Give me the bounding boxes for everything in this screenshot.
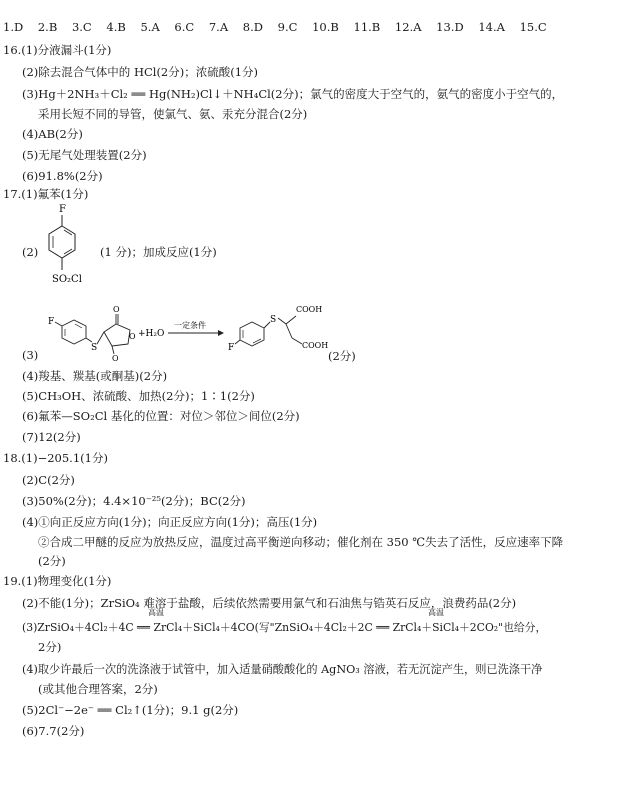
q16-part3-cont: 采用长短不同的导管，使氯气、氨、汞充分混合(2分) [38, 107, 308, 121]
mcq-answer-row [3, 20, 558, 35]
mcq-answer: 4.B [106, 20, 126, 34]
q18-part3: (3)50%(2分)；4.4×10⁻²⁵(2分)；BC(2分) [22, 494, 246, 508]
q17-part7: (7)12(2分) [22, 430, 81, 444]
q19-part6: (6)7.7(2分) [22, 724, 85, 738]
carboxyl-group-2: COOH [302, 341, 329, 350]
q17-part3-score: (2分) [328, 349, 356, 363]
structure-fluorobenzenesulfonyl-chloride [44, 200, 104, 300]
q16-part1: 16.(1)分液漏斗(1分) [3, 43, 112, 57]
q18-part4: (4)①向正反应方向(1分)；向正反应方向(1分)；高压(1分) [22, 515, 318, 529]
q18-part4-2-cont: (2分) [38, 554, 66, 568]
q19-part3: (3)ZrSiO₄＋4Cl₂＋4C ══ ZrCl₄＋SiCl₄＋4CO(写"ZnSiO₄＋4Cl₂＋2C ══ ZrCl₄＋SiCl₄＋2CO₂"也给分， [22, 621, 547, 634]
q19-condition-label: 高温 [148, 608, 164, 617]
mcq-answer: 5.A [140, 20, 160, 34]
reactant-sulfur: S [91, 343, 98, 353]
mcq-answer: 10.B [312, 20, 339, 34]
mcq-answer: 8.D [242, 20, 263, 34]
mcq-answer: 15.C [519, 20, 547, 34]
reaction-condition: 一定条件 [174, 321, 206, 330]
q17-reaction-scheme [40, 300, 360, 362]
q17-part2-number: (2) [22, 245, 39, 259]
q16-part4: (4)AB(2分) [22, 127, 83, 141]
q19-part4: (4)取少许最后一次的洗涤液于试管中，加入适量硝酸酸化的 AgNO₃ 溶液，若无沉淀产生，则已洗涤干净 [22, 663, 543, 676]
product-fluorine: F [228, 343, 235, 353]
q18-part2: (2)C(2分) [22, 473, 75, 487]
q18-part1: 18.(1)−205.1(1分) [3, 451, 108, 465]
reactant-fluorine: F [48, 317, 55, 327]
q19-part4-cont: (或其他合理答案，2分) [38, 682, 158, 696]
mcq-answer: 12.A [394, 20, 422, 34]
mcq-answer: 11.B [353, 20, 381, 34]
q16-part3: (3)Hg＋2NH₃＋Cl₂ ══ Hg(NH₂)Cl↓＋NH₄Cl(2分)；氯气的密度大于空气的，氨气的密度小于空气的， [22, 87, 564, 101]
mcq-answer: 2.B [37, 20, 58, 34]
mcq-answer: 7.A [208, 20, 229, 34]
q16-part6: (6)91.8%(2分) [22, 169, 103, 183]
q16-part5: (5)无尾气处理装置(2分) [22, 148, 147, 162]
q17-part5: (5)CH₃OH、浓硫酸、加热(2分)；1∶1(2分) [22, 389, 255, 403]
mcq-answer: 6.C [174, 20, 195, 34]
mcq-answer: 14.A [478, 20, 505, 34]
mcq-answer: 3.C [71, 20, 92, 34]
q19-condition-label: 高温 [428, 608, 444, 617]
q19-part2: (2)不能(1分)；ZrSiO₄ 难溶于盐酸，后续依然需要用氯气和石油焦与锆英石反应，浪费药品(2分) [22, 596, 517, 610]
q19-part5: (5)2Cl⁻−2e⁻ ══ Cl₂↑(1分)；9.1 g(2分) [22, 703, 239, 717]
product-sulfur: S [270, 315, 277, 325]
q18-part4-2: ②合成二甲醚的反应为放热反应，温度过高平衡逆向移动；催化剂在 350 ℃失去了活性，反应速率下降 [38, 535, 564, 549]
q17-part2-text: (1 分)；加成反应(1分) [100, 245, 217, 259]
mcq-answer: 1.D [3, 20, 24, 34]
q17-part4: (4)羧基、羰基(或酮基)(2分) [22, 369, 168, 383]
mcq-answer: 9.C [277, 20, 298, 34]
carbonyl-oxygen-bottom: O [112, 354, 119, 362]
sulfonyl-chloride-label: SO₂Cl [52, 274, 82, 285]
q19-part1: 19.(1)物理变化(1分) [3, 574, 112, 588]
q17-part1: 17.(1)氟苯(1分) [3, 187, 89, 201]
carboxyl-group-1: COOH [296, 305, 323, 314]
carbonyl-oxygen-top: O [113, 305, 120, 314]
q16-part2: (2)除去混合气体中的 HCl(2分)；浓硫酸(1分) [22, 65, 259, 79]
ring-oxygen: O [129, 332, 136, 341]
q17-part6: (6)氟苯—SO₂Cl 基化的位置：对位＞邻位＞间位(2分) [22, 409, 300, 423]
fluorine-label: F [59, 204, 66, 215]
water-reagent: +H₂O [138, 329, 165, 339]
q19-part3-cont: 2分) [38, 640, 62, 654]
mcq-answer: 13.D [436, 20, 464, 34]
q17-part3-number: (3) [22, 348, 39, 362]
